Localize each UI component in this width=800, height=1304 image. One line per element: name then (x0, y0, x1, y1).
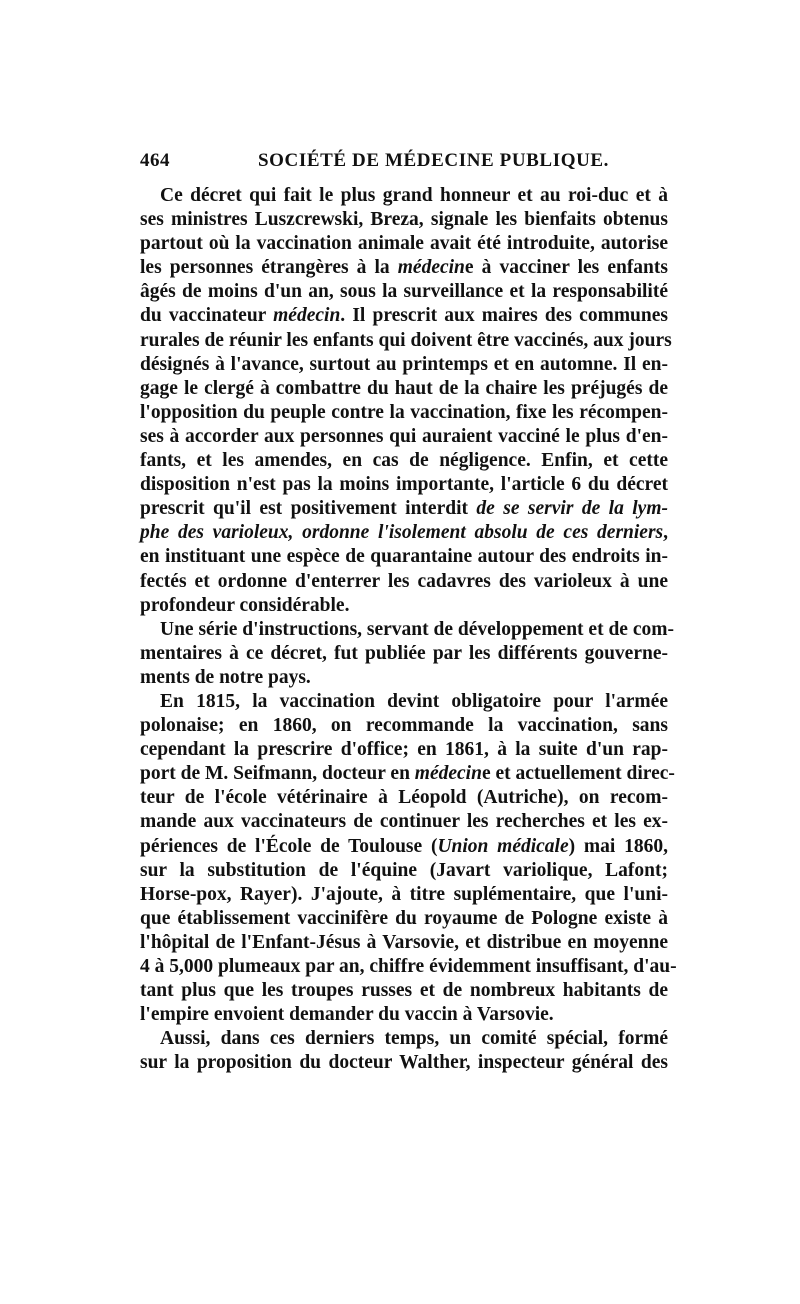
text-line: mande aux vaccinateurs de continuer les recherches et les ex- (140, 811, 668, 833)
text-line: ses ministres Luszcrewski, Breza, signale les bienfaits obtenus (140, 209, 668, 231)
text-line: fectés et ordonne d'enterrer les cadavres des varioleux à une (140, 570, 668, 592)
text-line: rurales de réunir les enfants qui doivent être vaccinés, aux jours (140, 329, 672, 351)
body-text (140, 184, 677, 1075)
text-line: sur la substitution de l'équine (Javart variolique, Lafont; (140, 859, 668, 881)
text-line: sur la proposition du docteur Walther, inspecteur général des (140, 1052, 668, 1074)
text-line: cependant la prescrire d'office; en 1861, à la suite d'un rap- (140, 739, 668, 761)
text-line: gage le clergé à combattre du haut de la chaire les préjugés de (140, 377, 668, 399)
text-line: polonaise; en 1860, on recommande la vaccination, sans (140, 715, 668, 737)
text-line: port de M. Seifmann, docteur en médecine et actuellement direc- (140, 763, 675, 785)
text-line: les personnes étrangères à la médecine à vacciner les enfants (140, 257, 668, 279)
running-head (140, 150, 668, 180)
italic-phrase: médecin (397, 257, 465, 279)
text-line: Une série d'instructions, servant de développement et de com- (160, 618, 674, 640)
text-line: du vaccinateur médecin. Il prescrit aux maires des communes (140, 305, 668, 327)
text-line: profondeur considérable. (140, 594, 350, 616)
journal-title: SOCIÉTÉ DE MÉDECINE PUBLIQUE. (258, 150, 610, 171)
italic-phrase: médecin (414, 763, 482, 785)
text-line: 4 à 5,000 plumeaux par an, chiffre évidemment insuffisant, d'au- (140, 956, 677, 977)
text-line: Aussi, dans ces derniers temps, un comité spécial, formé (160, 1028, 668, 1050)
paragraph-decree (140, 184, 672, 618)
page-number: 464 (140, 150, 170, 171)
text-line: teur de l'école vétérinaire à Léopold (Autriche), on recom- (140, 787, 668, 809)
text-line: prescrit qu'il est positivement interdit de se servir de la lym- (140, 498, 668, 520)
text-line: tant plus que les troupes russes et de nombreux habitants de (140, 980, 668, 1002)
text-line: l'hôpital de l'Enfant-Jésus à Varsovie, et distribue en moyenne (140, 931, 668, 953)
text-line: ments de notre pays. (140, 666, 311, 688)
text-line: ses à accorder aux personnes qui auraient vacciné le plus d'en- (140, 425, 668, 447)
text-line: désignés à l'avance, surtout au printemps et en automne. Il en- (140, 353, 668, 375)
text-line: En 1815, la vaccination devint obligatoire pour l'armée (160, 690, 668, 712)
italic-phrase: médecin (273, 305, 341, 327)
italic-phrase: de se servir de la lym- (476, 498, 668, 520)
text-line: partout où la vaccination animale avait été introduite, autorise (140, 233, 668, 255)
text-line: Ce décret qui fait le plus grand honneur et au roi-duc et à (160, 185, 668, 206)
text-line: que établissement vaccinifère du royaume de Pologne existe à (140, 907, 668, 929)
text-line: Horse-pox, Rayer). J'ajoute, à titre suplémentaire, que l'uni- (140, 883, 668, 905)
italic-phrase: phe des varioleux, ordonne l'isolement absolu de ces derniers (140, 522, 664, 544)
paragraph-instructions (140, 618, 674, 690)
italic-phrase: Union médicale (437, 835, 569, 857)
paragraph-committee (140, 1027, 668, 1075)
text-line: mentaires à ce décret, fut publiée par les différents gouverne- (140, 642, 668, 664)
text-line: l'empire envoient demander du vaccin à Varsovie. (140, 1004, 554, 1026)
text-line: en instituant une espèce de quarantaine autour des endroits in- (140, 546, 668, 568)
text-line: phe des varioleux, ordonne l'isolement absolu de ces derniers, (140, 522, 668, 544)
paragraph-history (140, 690, 677, 1027)
text-line: périences de l'École de Toulouse (Union médicale) mai 1860, (140, 835, 668, 857)
text-line: âgés de moins d'un an, sous la surveillance et la responsabilité (140, 281, 668, 303)
text-line: l'opposition du peuple contre la vaccination, fixe les récompen- (140, 401, 668, 423)
text-line: fants, et les amendes, en cas de négligence. Enfin, et cette (140, 450, 668, 472)
text-line: disposition n'est pas la moins importante, l'article 6 du décret (140, 474, 668, 496)
